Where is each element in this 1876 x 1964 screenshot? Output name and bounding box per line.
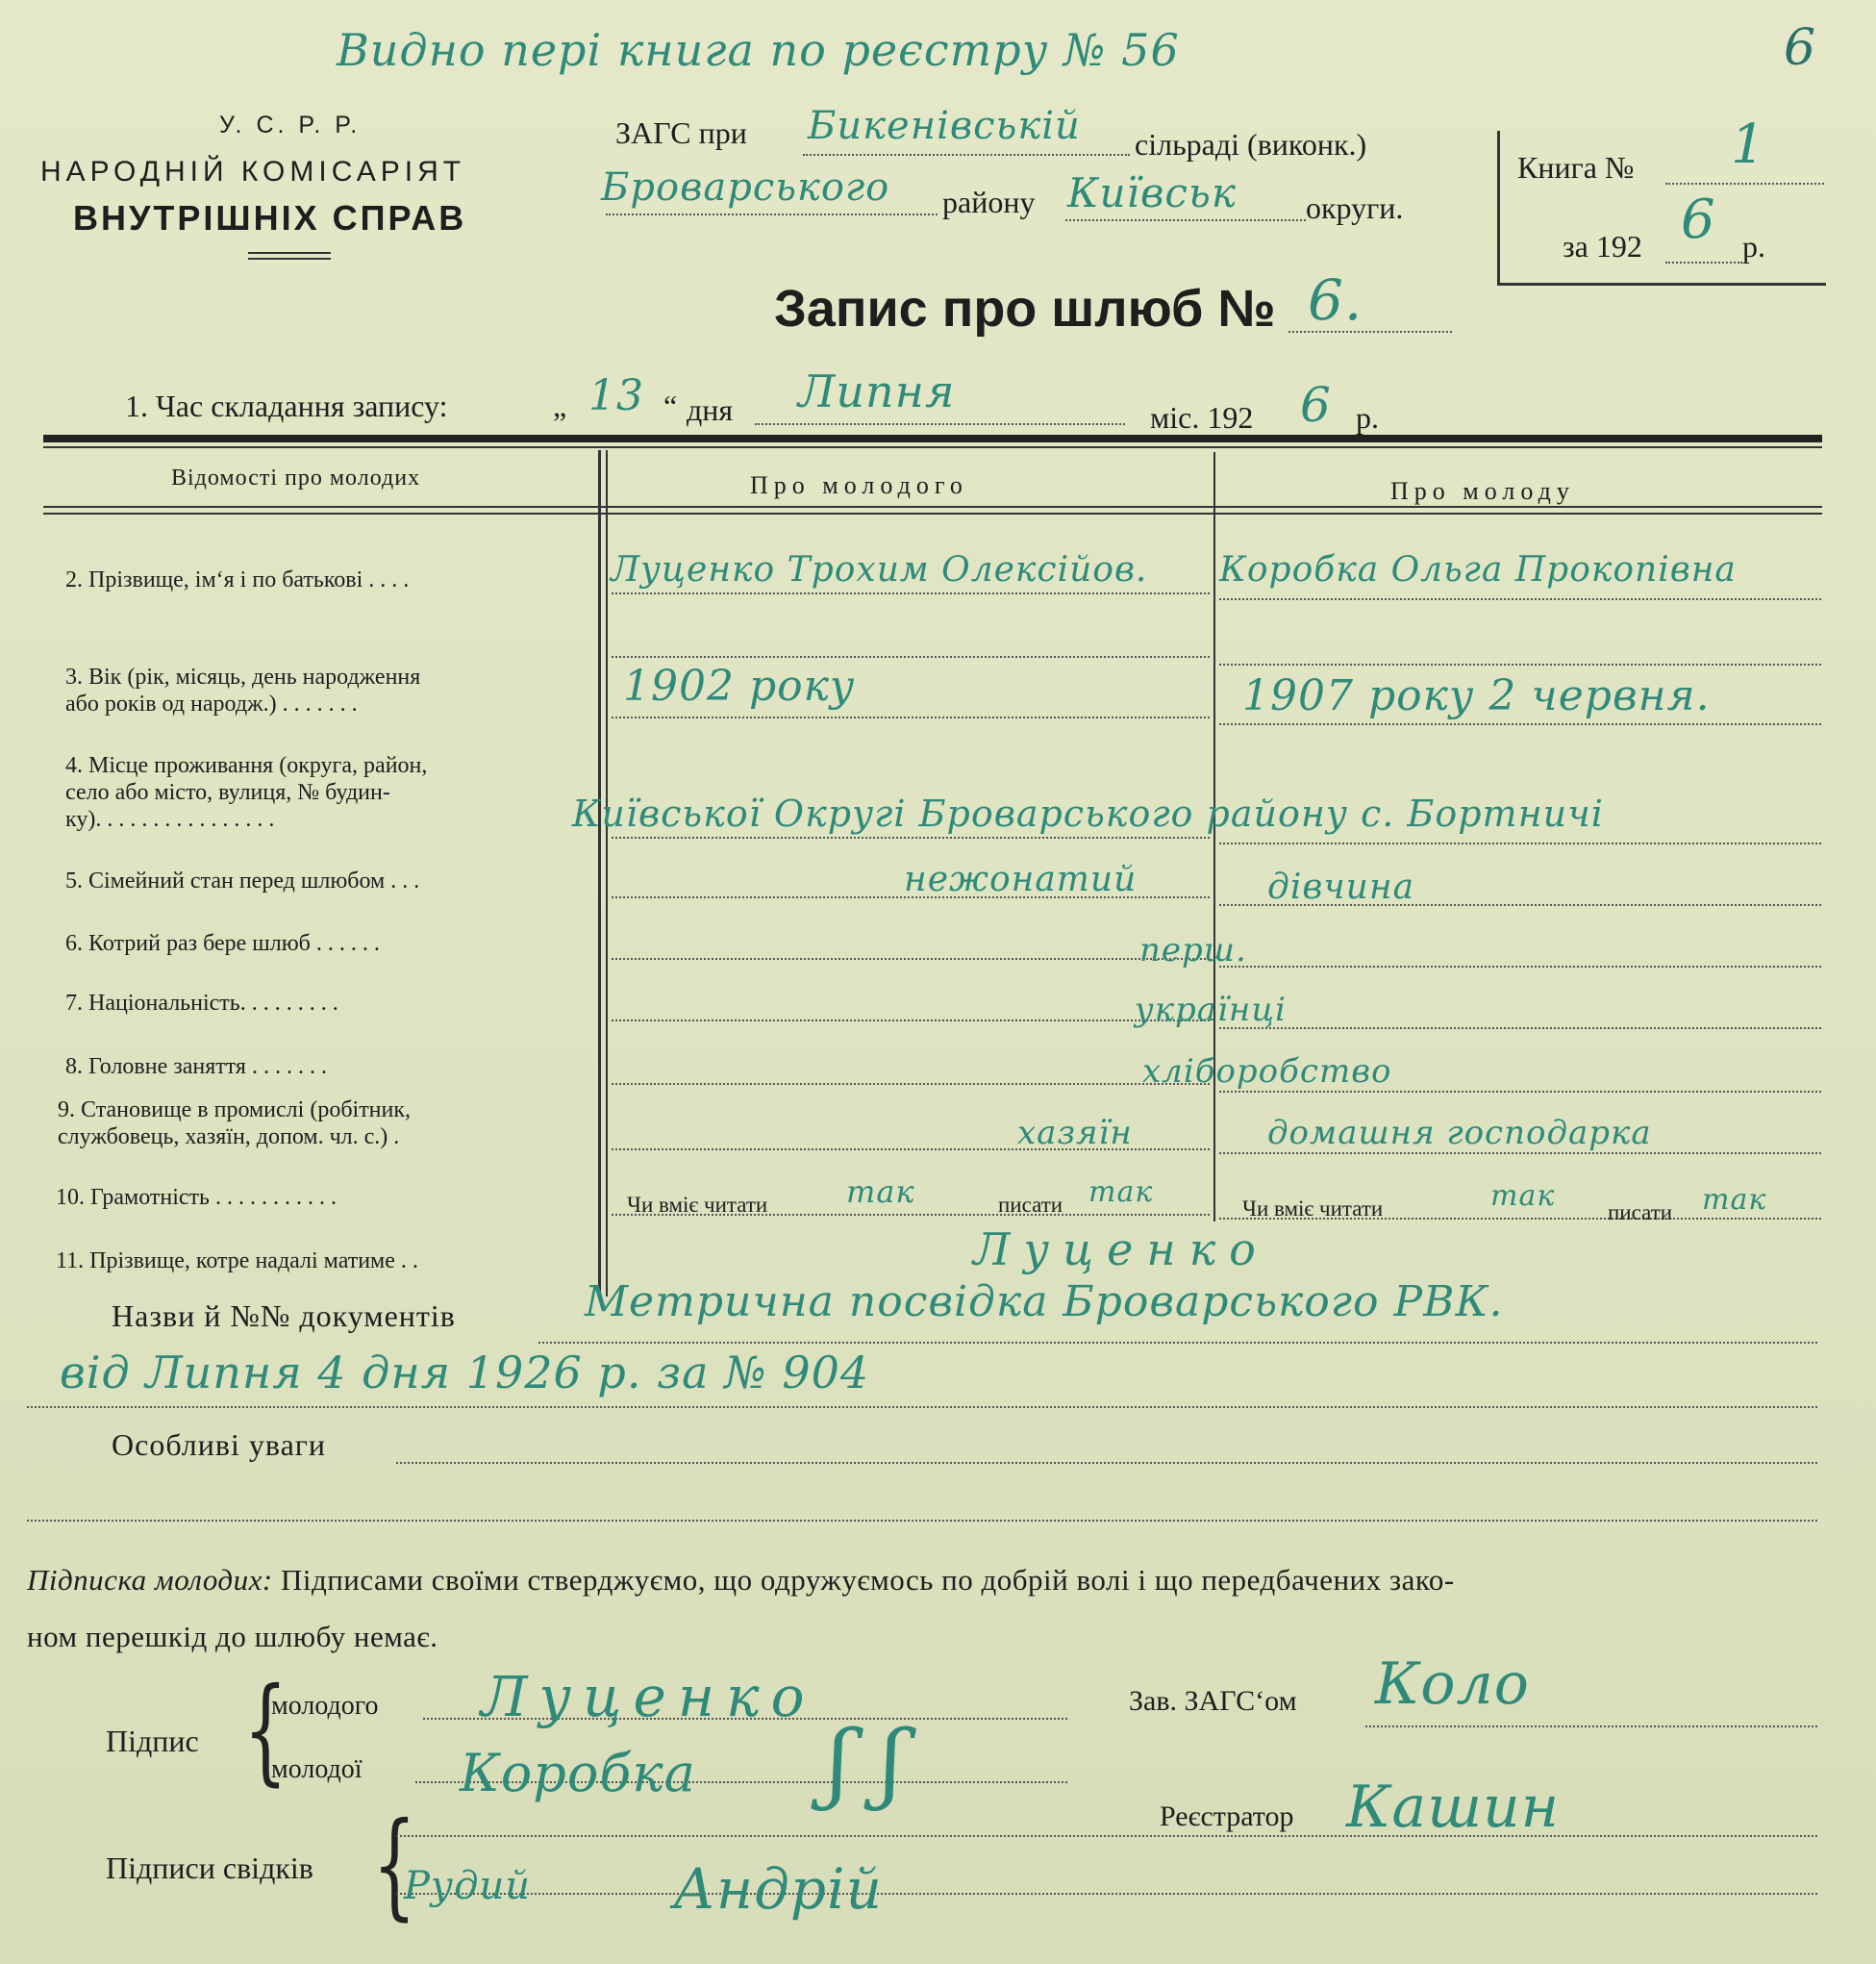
head-signature-line bbox=[1365, 1725, 1817, 1727]
okruha-line bbox=[1065, 219, 1306, 221]
header-col-info: Відомості про молодих bbox=[171, 466, 421, 491]
future-surname: Луценко bbox=[973, 1223, 1269, 1275]
record-day: 13 bbox=[588, 371, 644, 420]
book-number: 1 bbox=[1731, 113, 1766, 176]
top-handwritten-note: Видно пері книга по реєстру № 56 bbox=[337, 24, 1180, 76]
witnesses-brace: { bbox=[372, 1799, 417, 1932]
row-label-residence: 4. Місце проживання (округа, район, село або місто, вулиця, № будин- ку). . . . . . . . . . . . . . . . bbox=[65, 753, 428, 832]
row-line bbox=[1219, 1091, 1821, 1093]
record-title: Запис про шлюб № bbox=[774, 280, 1276, 338]
declaration-italic: Підписка молодих: bbox=[27, 1563, 273, 1597]
corner-mark: 6 bbox=[1784, 19, 1817, 77]
row-line bbox=[1219, 664, 1821, 666]
col-divider-2 bbox=[1213, 452, 1215, 1221]
month-line bbox=[755, 423, 1125, 425]
bride-write-label: писати bbox=[1608, 1200, 1673, 1224]
row-line bbox=[1219, 598, 1821, 600]
remarks-line1 bbox=[396, 1462, 1817, 1464]
year-suffix: р. bbox=[1742, 229, 1765, 264]
record-time-open-quote: „ bbox=[553, 389, 567, 423]
row-line bbox=[612, 958, 1210, 960]
groom-read-value: так bbox=[846, 1173, 915, 1210]
book-year-digit: 6 bbox=[1681, 189, 1716, 251]
bride-read-label: Чи вміє читати bbox=[1242, 1196, 1384, 1221]
row-line bbox=[1219, 1152, 1821, 1154]
bride-birth: 1907 року 2 червня. bbox=[1242, 671, 1711, 720]
commissariat-line1: НАРОДНІЙ КОМІСАРІЯТ bbox=[40, 156, 466, 188]
signature-brace: { bbox=[243, 1664, 288, 1798]
documents-line1-rule bbox=[538, 1342, 1817, 1344]
nationality: українці bbox=[1135, 991, 1287, 1029]
book-year-line bbox=[1665, 262, 1742, 264]
bride-signature: Коробка bbox=[460, 1743, 696, 1803]
remarks-label: Особливі уваги bbox=[112, 1427, 327, 1462]
groom-birth: 1902 року bbox=[623, 662, 856, 711]
documents-line2-rule bbox=[27, 1406, 1817, 1408]
remarks-line2 bbox=[27, 1520, 1817, 1522]
row-line bbox=[612, 592, 1210, 594]
bride-marital-status: дівчина bbox=[1267, 868, 1415, 907]
record-number: 6. bbox=[1308, 267, 1363, 333]
groom-signature-label: молодого bbox=[271, 1691, 379, 1721]
declaration-line2: ном перешкід до шлюбу немає. bbox=[27, 1620, 438, 1653]
header-col-groom: Про молодого bbox=[750, 471, 968, 499]
record-time-close-quote: “ bbox=[663, 389, 678, 423]
groom-position: хазяїн bbox=[1017, 1114, 1133, 1152]
district-label: району bbox=[942, 185, 1036, 219]
district-name: Броварського bbox=[601, 165, 890, 210]
witness-line2 bbox=[396, 1893, 1817, 1895]
row-line bbox=[612, 656, 1210, 658]
month-label: міс. 192 bbox=[1150, 400, 1254, 435]
groom-marital-status: нежонатий bbox=[904, 860, 1138, 899]
record-year-digit: 6 bbox=[1300, 377, 1332, 433]
header-bottom-rule bbox=[43, 506, 1822, 508]
registrar-label: Реєстратор bbox=[1160, 1800, 1294, 1832]
row-line bbox=[612, 1020, 1210, 1021]
row-label-nationality: 7. Національність. . . . . . . . . bbox=[65, 991, 338, 1016]
row-line bbox=[1219, 723, 1821, 725]
documents-line1: Метрична посвідка Броварського РВК. bbox=[585, 1277, 1504, 1326]
row-line bbox=[612, 717, 1210, 718]
okruha-name: Київськ bbox=[1067, 169, 1237, 216]
zags-prefix: ЗАГС при bbox=[615, 115, 747, 150]
row-line bbox=[612, 837, 1210, 839]
day-label: дня bbox=[687, 392, 734, 427]
table-top-rule-thin bbox=[43, 446, 1822, 448]
row-line bbox=[612, 1083, 1210, 1085]
row-label-name: 2. Прізвище, ім‘я і по батькові . . . . bbox=[65, 567, 410, 592]
zags-suffix: сільраді (виконк.) bbox=[1135, 127, 1367, 162]
bride-read-value: так bbox=[1490, 1179, 1556, 1213]
book-box-left bbox=[1497, 131, 1500, 283]
row-line bbox=[1219, 966, 1821, 968]
record-year-suffix: р. bbox=[1356, 400, 1379, 435]
head-signature: Коло bbox=[1375, 1650, 1530, 1718]
okruha-label: округи. bbox=[1306, 190, 1404, 225]
bride-signature-flourish: ʃ ʃ bbox=[827, 1712, 905, 1813]
groom-write-value: так bbox=[1088, 1175, 1154, 1209]
groom-signature: Луценко bbox=[481, 1664, 816, 1729]
record-time-label: 1. Час складання запису: bbox=[125, 389, 448, 423]
documents-label: Назви й №№ документів bbox=[112, 1298, 456, 1333]
bride-write-value: так bbox=[1702, 1183, 1767, 1217]
row-line bbox=[1219, 843, 1821, 844]
row-label-position: 9. Становище в промислі (робітник, службовець, хазяїн, допом. чл. с.) . bbox=[58, 1097, 412, 1149]
groom-read-label: Чи вміє читати bbox=[627, 1193, 768, 1217]
district-line bbox=[606, 214, 938, 215]
row-label-age: 3. Вік (рік, місяць, день народження або років од народж.) . . . . . . . bbox=[65, 665, 421, 717]
header-divider-2 bbox=[248, 258, 331, 260]
header-divider bbox=[248, 252, 331, 254]
row-label-literacy: 10. Грамотність . . . . . . . . . . . bbox=[56, 1185, 337, 1210]
residence: Київської Округі Броварського району с. Бортничі bbox=[572, 793, 1604, 835]
bride-position: домашня господарка bbox=[1267, 1114, 1652, 1152]
witnesses-label: Підписи свідків bbox=[106, 1851, 313, 1885]
bride-signature-label: молодої bbox=[271, 1754, 363, 1784]
groom-write-label: писати bbox=[998, 1193, 1063, 1217]
commissariat-line2: ВНУТРІШНІХ СПРАВ bbox=[73, 198, 467, 238]
witness-signature-2: Андрій bbox=[673, 1856, 883, 1922]
row-label-future-surname: 11. Прізвище, котре надалі матиме . . bbox=[56, 1248, 418, 1273]
col-divider-1b bbox=[606, 450, 608, 1297]
row-label-marriage-count: 6. Котрий раз бере шлюб . . . . . . bbox=[65, 931, 380, 956]
book-number-line bbox=[1665, 183, 1824, 185]
header-col-bride: Про молоду bbox=[1390, 477, 1575, 505]
signature-label: Підпис bbox=[106, 1724, 199, 1758]
zags-place-line bbox=[803, 154, 1130, 156]
occupation: хліборобство bbox=[1142, 1052, 1392, 1091]
row-label-occupation: 8. Головне заняття . . . . . . . bbox=[65, 1054, 327, 1079]
marriage-count: перш. bbox=[1139, 931, 1247, 969]
zags-place: Бикенівській bbox=[808, 104, 1081, 148]
book-label: Книга № bbox=[1517, 150, 1635, 185]
record-month: Липня bbox=[798, 365, 956, 417]
witness-signature-1: Рудий bbox=[404, 1864, 531, 1908]
republic-label: У. С. Р. Р. bbox=[219, 112, 362, 138]
documents-line2: від Липня 4 дня 1926 р. за № 904 bbox=[60, 1347, 870, 1398]
table-top-rule bbox=[43, 435, 1822, 442]
header-bottom-rule-2 bbox=[43, 513, 1822, 515]
row-label-marital-status: 5. Сімейний стан перед шлюбом . . . bbox=[65, 869, 420, 894]
book-box-bottom bbox=[1497, 283, 1826, 286]
declaration-line1 bbox=[27, 1563, 1455, 1598]
col-divider-1 bbox=[598, 450, 601, 1297]
declaration-text: Підписами своїми стверджуємо, що одружуємось по добрій волі і що передбачених зако- bbox=[280, 1563, 1455, 1597]
registrar-signature: Кашин bbox=[1346, 1774, 1561, 1841]
row-line bbox=[1219, 1027, 1821, 1029]
groom-full-name: Луценко Трохим Олексійов. bbox=[611, 550, 1148, 590]
bride-full-name: Коробка Ольга Прокопівна bbox=[1219, 550, 1737, 590]
head-label: Зав. ЗАГС‘ом bbox=[1129, 1685, 1297, 1717]
year-label-prefix: за 192 bbox=[1563, 229, 1642, 264]
witness-line1 bbox=[396, 1835, 1817, 1837]
